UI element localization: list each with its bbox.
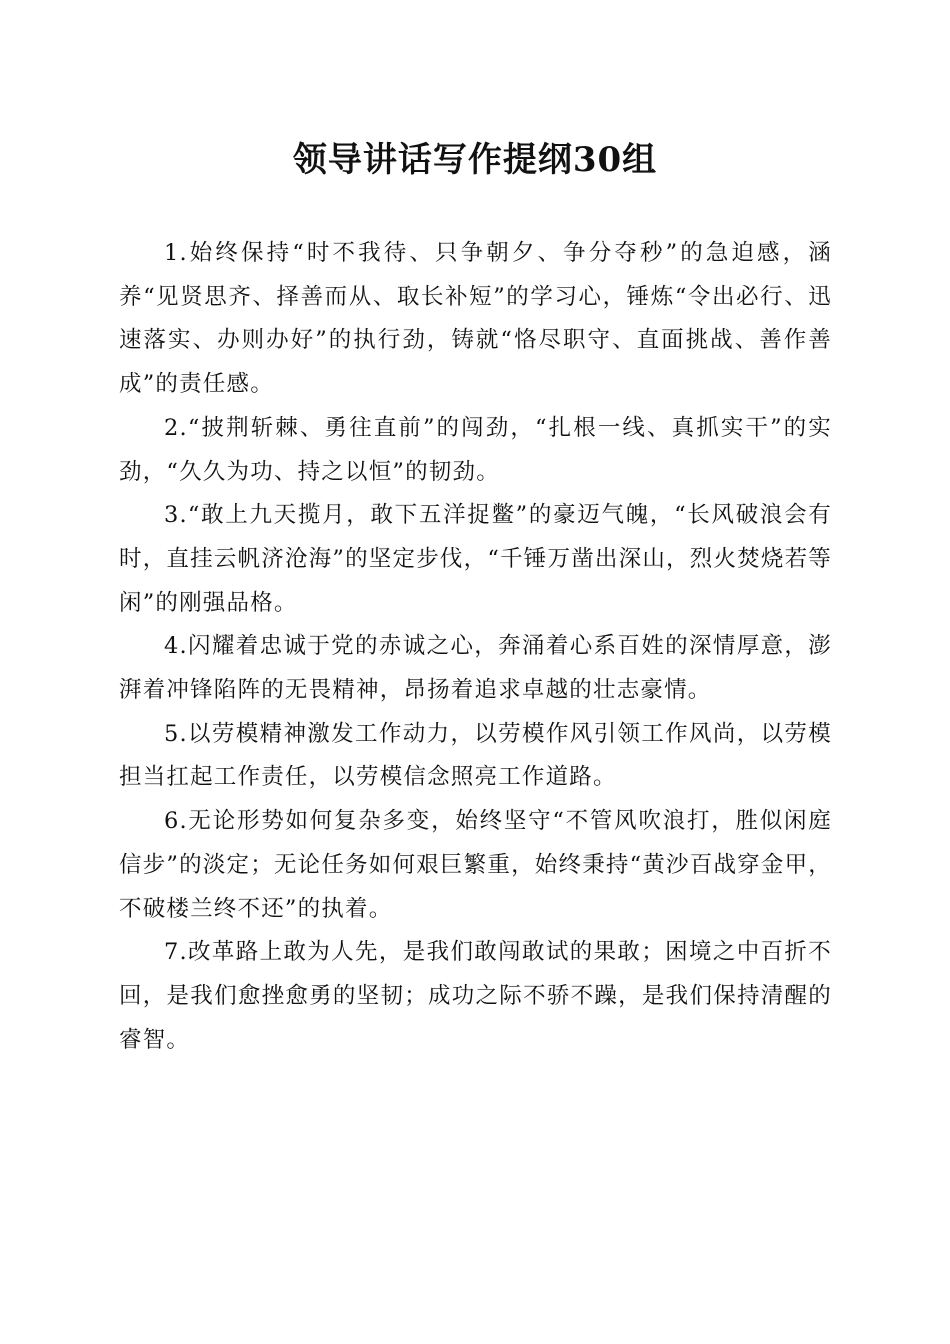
paragraph-3: 3.“敢上九天揽月，敢下五洋捉鳖”的豪迈气魄，“长风破浪会有时，直挂云帆济沧海”的坚定步伐，“千锤万凿出深山，烈火焚烧若等闲”的刚强品格。 — [119, 502, 832, 616]
document-title: 领导讲话写作提纲30组 — [292, 140, 658, 180]
document-body — [119, 232, 832, 1062]
paragraph-7: 7.改革路上敢为人先，是我们敢闯敢试的果敢；困境之中百折不回，是我们愈挫愈勇的坚韧；成功之际不骄不躁，是我们保持清醒的睿智。 — [119, 939, 832, 1053]
paragraph-4: 4.闪耀着忠诚于党的赤诚之心，奔涌着心系百姓的深情厚意，澎湃着冲锋陷阵的无畏精神，昂扬着追求卓越的壮志豪情。 — [119, 633, 832, 704]
paragraph-5: 5.以劳模精神激发工作动力，以劳模作风引领工作风尚，以劳模担当扛起工作责任，以劳模信念照亮工作道路。 — [119, 720, 832, 791]
paragraph-6: 6.无论形势如何复杂多变，始终坚守“不管风吹浪打，胜似闲庭信步”的淡定；无论任务如何艰巨繁重，始终秉持“黄沙百战穿金甲，不破楼兰终不还”的执着。 — [119, 808, 832, 922]
paragraph-2: 2.“披荆斩棘、勇往直前”的闯劲，“扎根一线、真抓实干”的实劲，“久久为功、持之以恒”的韧劲。 — [119, 414, 832, 485]
paragraph-1: 1.始终保持“时不我待、只争朝夕、争分夺秒”的急迫感，涵养“见贤思齐、择善而从、取长补短”的学习心，锤炼“令出必行、迅速落实、办则办好”的执行劲，铸就“恪尽职守、直面挑战、善作善成”的责任感。 — [119, 240, 832, 398]
